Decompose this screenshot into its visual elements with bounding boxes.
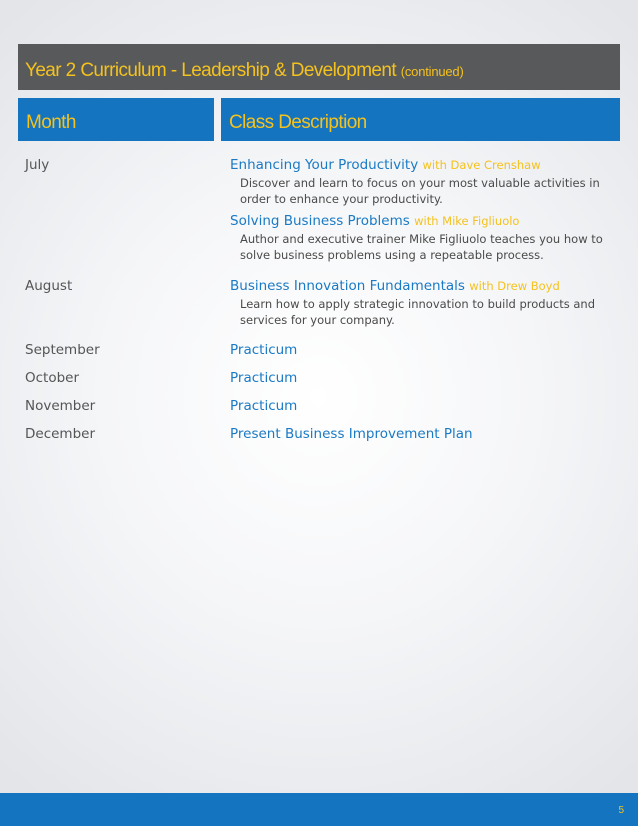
class-title: Business Innovation Fundamentals (230, 278, 465, 294)
class-entry (230, 370, 610, 386)
class-entry (230, 342, 610, 358)
class-instructor: with Mike Figliuolo (414, 214, 520, 228)
footer-bar (0, 793, 638, 826)
class-title: Solving Business Problems (230, 213, 410, 229)
month-label: December (25, 426, 96, 442)
page-title: Year 2 Curriculum - Leadership & Development (25, 60, 401, 81)
class-description: Learn how to apply strategic innovation to build products and services for your company. (240, 297, 596, 327)
class-entry (230, 398, 610, 414)
column-header-description: Class Description (221, 98, 620, 141)
class-title: Practicum (230, 370, 298, 386)
class-entry (230, 157, 610, 207)
class-description: Discover and learn to focus on your most valuable activities in order to enhance your productivity. (240, 176, 600, 206)
class-description: Author and executive trainer Mike Figliuolo teaches you how to solve business problems using a repeatable process. (240, 232, 603, 262)
class-title-line (230, 278, 610, 294)
class-title-line (230, 157, 610, 173)
month-label: October (25, 370, 80, 386)
page-title-bar (18, 44, 620, 90)
column-header-month: Month (18, 98, 214, 141)
class-title-line (230, 213, 610, 229)
class-title: Present Business Improvement Plan (230, 426, 473, 442)
page-number: 5 (618, 805, 624, 816)
month-label: August (25, 278, 73, 294)
class-title: Practicum (230, 342, 298, 358)
class-title: Enhancing Your Productivity (230, 157, 419, 173)
class-entry (230, 278, 610, 328)
class-instructor: with Drew Boyd (469, 279, 560, 293)
page-title-suffix: (continued) (400, 64, 464, 79)
month-label: July (25, 157, 50, 173)
class-entry (230, 426, 610, 442)
month-label: November (25, 398, 96, 414)
class-instructor: with Dave Crenshaw (422, 158, 541, 172)
class-title: Practicum (230, 398, 298, 414)
class-entry (230, 213, 610, 263)
month-label: September (25, 342, 100, 358)
